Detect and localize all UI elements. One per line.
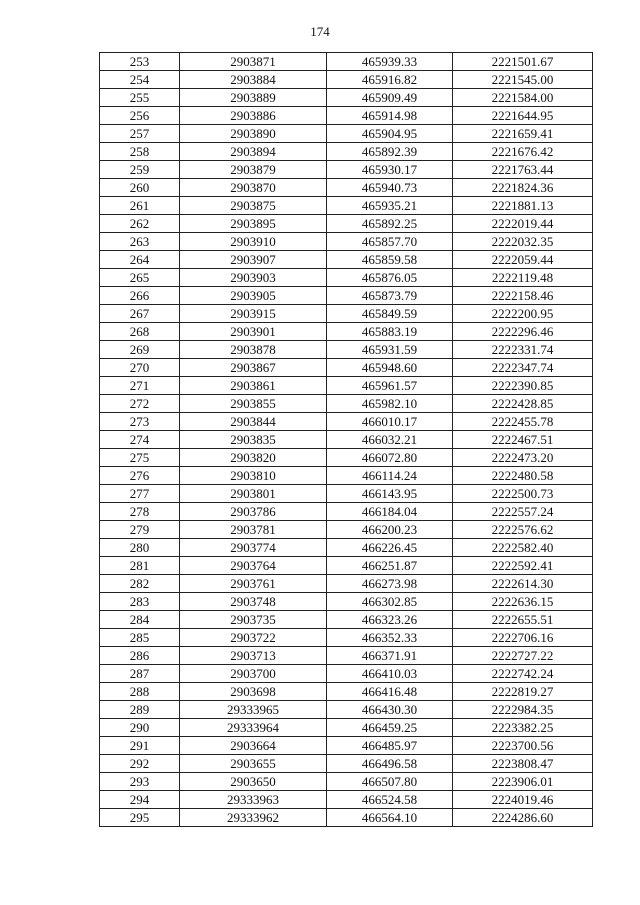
point-number-cell: 278 — [100, 503, 180, 521]
coordinate-x-cell: 466410.03 — [327, 665, 453, 683]
coordinate-y-cell: 2222592.41 — [453, 557, 593, 575]
coordinate-x-cell: 465982.10 — [327, 395, 453, 413]
point-number-cell: 259 — [100, 161, 180, 179]
coordinate-y-cell: 2221676.42 — [453, 143, 593, 161]
coordinate-y-cell: 2223382.25 — [453, 719, 593, 737]
point-number-cell: 275 — [100, 449, 180, 467]
point-id-cell: 2903722 — [180, 629, 327, 647]
coordinate-y-cell: 2221881.13 — [453, 197, 593, 215]
coordinate-x-cell: 466416.48 — [327, 683, 453, 701]
coordinate-x-cell: 466226.45 — [327, 539, 453, 557]
point-number-cell: 289 — [100, 701, 180, 719]
table-row — [100, 809, 593, 827]
point-number-cell: 287 — [100, 665, 180, 683]
coordinate-x-cell: 466143.95 — [327, 485, 453, 503]
table-row — [100, 179, 593, 197]
point-id-cell: 2903901 — [180, 323, 327, 341]
page-number: 174 — [310, 24, 330, 39]
coordinate-y-cell: 2224286.60 — [453, 809, 593, 827]
coordinate-y-cell: 2222473.20 — [453, 449, 593, 467]
coordinate-y-cell: 2222200.95 — [453, 305, 593, 323]
coordinate-x-cell: 466200.23 — [327, 521, 453, 539]
table-row — [100, 341, 593, 359]
point-number-cell: 261 — [100, 197, 180, 215]
table-row — [100, 359, 593, 377]
table-row — [100, 377, 593, 395]
point-number-cell: 266 — [100, 287, 180, 305]
point-number-cell: 258 — [100, 143, 180, 161]
coordinate-y-cell: 2222655.51 — [453, 611, 593, 629]
coordinate-y-cell: 2221501.67 — [453, 53, 593, 71]
point-number-cell: 279 — [100, 521, 180, 539]
coordinate-x-cell: 466072.80 — [327, 449, 453, 467]
point-number-cell: 271 — [100, 377, 180, 395]
coordinate-y-cell: 2222614.30 — [453, 575, 593, 593]
point-id-cell: 2903713 — [180, 647, 327, 665]
coordinate-y-cell: 2222158.46 — [453, 287, 593, 305]
coordinate-y-cell: 2223808.47 — [453, 755, 593, 773]
coordinate-y-cell: 2222019.44 — [453, 215, 593, 233]
point-id-cell: 2903894 — [180, 143, 327, 161]
coordinate-x-cell: 465883.19 — [327, 323, 453, 341]
point-id-cell: 29333963 — [180, 791, 327, 809]
coordinate-x-cell: 466352.33 — [327, 629, 453, 647]
coordinate-y-cell: 2222557.24 — [453, 503, 593, 521]
coordinate-x-cell: 465940.73 — [327, 179, 453, 197]
point-id-cell: 2903890 — [180, 125, 327, 143]
table-row — [100, 719, 593, 737]
point-number-cell: 276 — [100, 467, 180, 485]
point-id-cell: 29333965 — [180, 701, 327, 719]
point-id-cell: 2903748 — [180, 593, 327, 611]
coordinate-y-cell: 2222576.62 — [453, 521, 593, 539]
table-body — [100, 53, 593, 827]
coordinate-y-cell: 2222636.15 — [453, 593, 593, 611]
coordinate-y-cell: 2221659.41 — [453, 125, 593, 143]
coordinate-x-cell: 465916.82 — [327, 71, 453, 89]
table-row — [100, 251, 593, 269]
table-row — [100, 665, 593, 683]
coordinate-y-cell: 2222500.73 — [453, 485, 593, 503]
point-number-cell: 286 — [100, 647, 180, 665]
coordinate-x-cell: 466507.80 — [327, 773, 453, 791]
coordinate-x-cell: 465892.25 — [327, 215, 453, 233]
point-id-cell: 2903764 — [180, 557, 327, 575]
coordinate-x-cell: 465931.59 — [327, 341, 453, 359]
coordinate-y-cell: 2224019.46 — [453, 791, 593, 809]
coordinate-x-cell: 465914.98 — [327, 107, 453, 125]
coordinate-y-cell: 2222706.16 — [453, 629, 593, 647]
coordinate-x-cell: 465849.59 — [327, 305, 453, 323]
point-id-cell: 2903895 — [180, 215, 327, 233]
point-number-cell: 288 — [100, 683, 180, 701]
point-number-cell: 292 — [100, 755, 180, 773]
coordinate-y-cell: 2223906.01 — [453, 773, 593, 791]
point-id-cell: 2903774 — [180, 539, 327, 557]
coordinate-x-cell: 465930.17 — [327, 161, 453, 179]
point-id-cell: 2903700 — [180, 665, 327, 683]
point-number-cell: 255 — [100, 89, 180, 107]
coordinate-y-cell: 2222480.58 — [453, 467, 593, 485]
coordinate-y-cell: 2222984.35 — [453, 701, 593, 719]
coordinate-y-cell: 2222119.48 — [453, 269, 593, 287]
point-id-cell: 2903801 — [180, 485, 327, 503]
table-row — [100, 197, 593, 215]
point-id-cell: 2903886 — [180, 107, 327, 125]
table-row — [100, 89, 593, 107]
coordinate-y-cell: 2222331.74 — [453, 341, 593, 359]
point-number-cell: 254 — [100, 71, 180, 89]
point-number-cell: 272 — [100, 395, 180, 413]
table-row — [100, 305, 593, 323]
coordinate-y-cell: 2222428.85 — [453, 395, 593, 413]
coordinate-y-cell: 2222296.46 — [453, 323, 593, 341]
coordinate-x-cell: 466302.85 — [327, 593, 453, 611]
point-number-cell: 267 — [100, 305, 180, 323]
point-id-cell: 2903875 — [180, 197, 327, 215]
point-number-cell: 280 — [100, 539, 180, 557]
coordinate-x-cell: 466371.91 — [327, 647, 453, 665]
coordinate-y-cell: 2222347.74 — [453, 359, 593, 377]
table-row — [100, 485, 593, 503]
point-id-cell: 2903698 — [180, 683, 327, 701]
table-row — [100, 575, 593, 593]
table-row — [100, 287, 593, 305]
table-row — [100, 143, 593, 161]
table-row — [100, 629, 593, 647]
point-number-cell: 295 — [100, 809, 180, 827]
point-id-cell: 2903870 — [180, 179, 327, 197]
table-row — [100, 647, 593, 665]
point-number-cell: 277 — [100, 485, 180, 503]
point-id-cell: 2903878 — [180, 341, 327, 359]
point-number-cell: 257 — [100, 125, 180, 143]
point-number-cell: 264 — [100, 251, 180, 269]
coordinate-x-cell: 465935.21 — [327, 197, 453, 215]
coordinate-y-cell: 2221763.44 — [453, 161, 593, 179]
table-row — [100, 539, 593, 557]
point-id-cell: 2903664 — [180, 737, 327, 755]
point-number-cell: 290 — [100, 719, 180, 737]
coordinate-x-cell: 465873.79 — [327, 287, 453, 305]
coordinate-x-cell: 465892.39 — [327, 143, 453, 161]
coordinates-table — [99, 52, 593, 827]
coordinate-y-cell: 2222455.78 — [453, 413, 593, 431]
point-number-cell: 262 — [100, 215, 180, 233]
point-number-cell: 294 — [100, 791, 180, 809]
point-id-cell: 2903781 — [180, 521, 327, 539]
table-row — [100, 215, 593, 233]
point-id-cell: 2903855 — [180, 395, 327, 413]
coordinate-x-cell: 466564.10 — [327, 809, 453, 827]
point-number-cell: 265 — [100, 269, 180, 287]
point-id-cell: 2903915 — [180, 305, 327, 323]
table-row — [100, 557, 593, 575]
point-id-cell: 2903907 — [180, 251, 327, 269]
coordinate-x-cell: 466430.30 — [327, 701, 453, 719]
table-row — [100, 521, 593, 539]
point-id-cell: 2903820 — [180, 449, 327, 467]
point-id-cell: 2903844 — [180, 413, 327, 431]
table-row — [100, 107, 593, 125]
coordinate-x-cell: 466184.04 — [327, 503, 453, 521]
coordinate-y-cell: 2222390.85 — [453, 377, 593, 395]
coordinate-x-cell: 466485.97 — [327, 737, 453, 755]
point-number-cell: 291 — [100, 737, 180, 755]
table-row — [100, 683, 593, 701]
point-id-cell: 2903861 — [180, 377, 327, 395]
coordinate-x-cell: 465859.58 — [327, 251, 453, 269]
point-id-cell: 2903735 — [180, 611, 327, 629]
point-id-cell: 2903879 — [180, 161, 327, 179]
table-row — [100, 611, 593, 629]
point-number-cell: 282 — [100, 575, 180, 593]
point-id-cell: 2903910 — [180, 233, 327, 251]
table-row — [100, 593, 593, 611]
coordinate-x-cell: 466032.21 — [327, 431, 453, 449]
coordinate-y-cell: 2221644.95 — [453, 107, 593, 125]
table-row — [100, 773, 593, 791]
coordinate-x-cell: 466273.98 — [327, 575, 453, 593]
point-number-cell: 268 — [100, 323, 180, 341]
point-id-cell: 2903867 — [180, 359, 327, 377]
point-id-cell: 2903871 — [180, 53, 327, 71]
table-row — [100, 791, 593, 809]
point-number-cell: 283 — [100, 593, 180, 611]
coordinate-y-cell: 2222819.27 — [453, 683, 593, 701]
table-row — [100, 449, 593, 467]
point-number-cell: 281 — [100, 557, 180, 575]
coordinate-y-cell: 2222032.35 — [453, 233, 593, 251]
point-id-cell: 2903889 — [180, 89, 327, 107]
table-row — [100, 413, 593, 431]
coordinate-x-cell: 465948.60 — [327, 359, 453, 377]
table-row — [100, 323, 593, 341]
point-id-cell: 2903786 — [180, 503, 327, 521]
coordinate-x-cell: 466251.87 — [327, 557, 453, 575]
point-id-cell: 2903650 — [180, 773, 327, 791]
point-id-cell: 29333962 — [180, 809, 327, 827]
table-row — [100, 431, 593, 449]
coordinate-x-cell: 465939.33 — [327, 53, 453, 71]
coordinate-y-cell: 2221584.00 — [453, 89, 593, 107]
coordinate-x-cell: 466323.26 — [327, 611, 453, 629]
coordinate-y-cell: 2222727.22 — [453, 647, 593, 665]
table-row — [100, 71, 593, 89]
point-id-cell: 2903905 — [180, 287, 327, 305]
point-number-cell: 253 — [100, 53, 180, 71]
coordinate-y-cell: 2222582.40 — [453, 539, 593, 557]
point-id-cell: 29333964 — [180, 719, 327, 737]
coordinate-x-cell: 465857.70 — [327, 233, 453, 251]
point-number-cell: 270 — [100, 359, 180, 377]
coordinate-x-cell: 465876.05 — [327, 269, 453, 287]
point-id-cell: 2903761 — [180, 575, 327, 593]
coordinate-y-cell: 2222059.44 — [453, 251, 593, 269]
table-row — [100, 233, 593, 251]
coordinate-y-cell: 2221824.36 — [453, 179, 593, 197]
coordinate-x-cell: 465961.57 — [327, 377, 453, 395]
coordinate-x-cell: 466010.17 — [327, 413, 453, 431]
point-id-cell: 2903884 — [180, 71, 327, 89]
point-number-cell: 285 — [100, 629, 180, 647]
table-row — [100, 269, 593, 287]
point-id-cell: 2903655 — [180, 755, 327, 773]
table-row — [100, 395, 593, 413]
table-row — [100, 503, 593, 521]
point-number-cell: 256 — [100, 107, 180, 125]
point-id-cell: 2903835 — [180, 431, 327, 449]
point-number-cell: 284 — [100, 611, 180, 629]
point-number-cell: 269 — [100, 341, 180, 359]
coordinate-y-cell: 2223700.56 — [453, 737, 593, 755]
point-number-cell: 293 — [100, 773, 180, 791]
table-row — [100, 737, 593, 755]
coordinate-y-cell: 2222742.24 — [453, 665, 593, 683]
coordinate-x-cell: 465909.49 — [327, 89, 453, 107]
table-row — [100, 755, 593, 773]
point-number-cell: 273 — [100, 413, 180, 431]
coordinate-x-cell: 466459.25 — [327, 719, 453, 737]
point-id-cell: 2903810 — [180, 467, 327, 485]
table-row — [100, 161, 593, 179]
coordinate-x-cell: 466114.24 — [327, 467, 453, 485]
coordinate-y-cell: 2221545.00 — [453, 71, 593, 89]
table-row — [100, 125, 593, 143]
coordinate-y-cell: 2222467.51 — [453, 431, 593, 449]
coordinate-x-cell: 466496.58 — [327, 755, 453, 773]
point-number-cell: 274 — [100, 431, 180, 449]
point-id-cell: 2903903 — [180, 269, 327, 287]
point-number-cell: 260 — [100, 179, 180, 197]
coordinate-x-cell: 466524.58 — [327, 791, 453, 809]
table-row — [100, 53, 593, 71]
point-number-cell: 263 — [100, 233, 180, 251]
table-row — [100, 467, 593, 485]
coordinate-x-cell: 465904.95 — [327, 125, 453, 143]
table-row — [100, 701, 593, 719]
